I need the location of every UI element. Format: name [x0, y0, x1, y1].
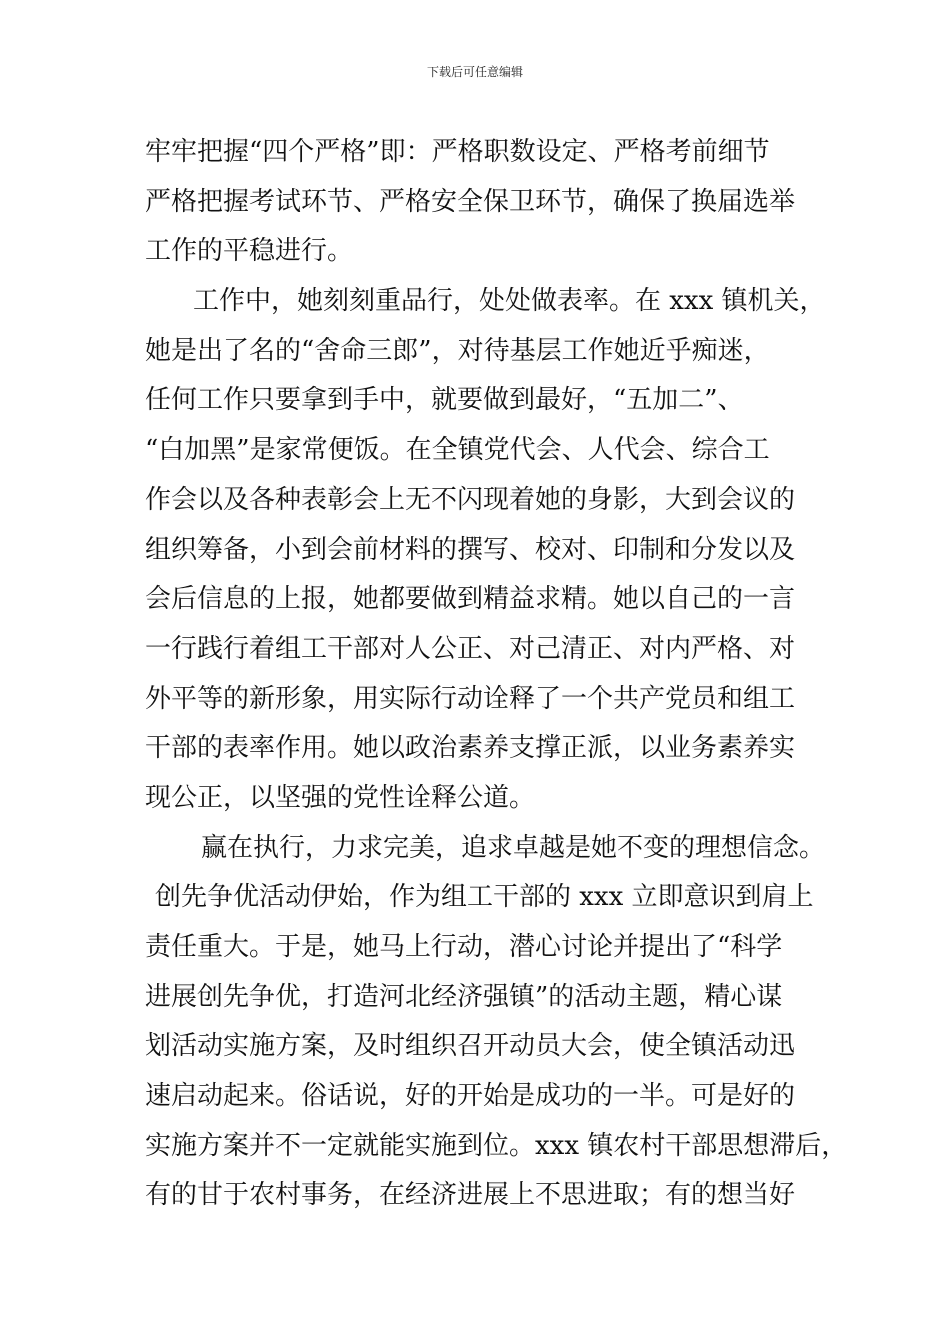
text-line: 工作的平稳进行。 — [145, 236, 354, 267]
text-line: 速启动起来。俗话说，好的开始是成功的一半。可是好的 — [145, 1081, 796, 1112]
text-line: 创先争优活动伊始，作为组工干部的 xxx 立即意识到肩上 — [155, 882, 814, 913]
document-body — [145, 128, 848, 1221]
text-line: 进展创先争优，打造河北经济强镇”的活动主题，精心谋 — [145, 981, 783, 1012]
page-header: 下载后可任意编辑 — [426, 65, 523, 79]
text-line: 实施方案并不一定就能实施到位。xxx 镇农村干部思想滞后， — [145, 1130, 848, 1161]
text-line: 一行践行着组工干部对人公正、对己清正、对内严格、对 — [145, 633, 796, 664]
text-line: 责任重大。于是，她马上行动，潜心讨论并提出了“科学 — [145, 932, 783, 962]
text-line: 组织筹备，小到会前材料的撰写、校对、印制和分发以及 — [145, 534, 796, 565]
text-line: 会后信息的上报，她都要做到精益求精。她以自己的一言 — [145, 584, 796, 615]
text-line: 外平等的新形象，用实际行动诠释了一个共产党员和组工 — [145, 683, 796, 714]
text-line: 任何工作只要拿到手中，就要做到最好，“五加二”、 — [145, 385, 744, 416]
text-line: 她是出了名的“舍命三郎”，对待基层工作她近乎痴迷， — [145, 335, 770, 366]
text-line: 有的甘于农村事务，在经济进展上不思进取；有的想当好 — [145, 1180, 796, 1211]
text-line: 现公正，以坚强的党性诠释公道。 — [145, 782, 536, 813]
paragraph-start-line: 赢在执行，力求完美，追求卓越是她不变的理想信念。 — [201, 832, 826, 863]
text-line: 作会以及各种表彰会上无不闪现着她的身影，大到会议的 — [145, 484, 796, 515]
text-line: 干部的表率作用。她以政治素养支撑正派，以业务素养实 — [145, 733, 796, 764]
text-line: 严格把握考试环节、严格安全保卫环节，确保了换届选举 — [145, 186, 796, 217]
text-line: 牢牢把握“四个严格”即：严格职数设定、严格考前细节 — [145, 137, 770, 167]
text-line: 划活动实施方案，及时组织召开动员大会，使全镇活动迅 — [145, 1031, 796, 1062]
text-line: “白加黑”是家常便饭。在全镇党代会、人代会、综合工 — [145, 435, 770, 466]
paragraph-start-line: 工作中，她刻刻重品行，处处做表率。在 xxx 镇机关， — [193, 286, 826, 317]
